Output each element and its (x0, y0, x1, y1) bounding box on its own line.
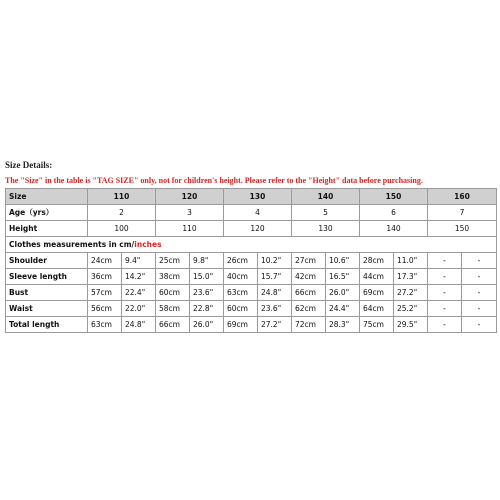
inch-value: 23.6" (190, 285, 224, 301)
inch-value: 25.2" (394, 301, 428, 317)
size-chart-table (5, 188, 497, 333)
table-row (6, 285, 497, 301)
inch-value: - (462, 253, 497, 269)
cm-value: 44cm (360, 269, 394, 285)
cm-value: 58cm (156, 301, 190, 317)
measurement-label: Sleeve length (6, 269, 88, 285)
inch-value: 22.4" (122, 285, 156, 301)
inch-value: 9.4" (122, 253, 156, 269)
cm-value: - (428, 301, 462, 317)
size-value: 160 (428, 189, 497, 205)
inch-value: 10.2" (258, 253, 292, 269)
inch-value: 28.3" (326, 317, 360, 333)
size-label: Size (6, 189, 88, 205)
cm-value: 60cm (224, 301, 258, 317)
inch-value: - (462, 269, 497, 285)
age-row (6, 205, 497, 221)
inch-value: 11.0" (394, 253, 428, 269)
inch-value: 26.0" (190, 317, 224, 333)
inch-value: 22.0" (122, 301, 156, 317)
cm-value: 40cm (224, 269, 258, 285)
measurements-header-suffix: inches (134, 240, 162, 249)
cm-value: 66cm (156, 317, 190, 333)
measurements-header-row (6, 237, 497, 253)
table-row (6, 269, 497, 285)
inch-value: 26.0" (326, 285, 360, 301)
cm-value: 24cm (88, 253, 122, 269)
size-details-section (5, 160, 495, 333)
age-label: Age（yrs） (6, 205, 88, 221)
measurements-header (6, 237, 497, 253)
age-value: 7 (428, 205, 497, 221)
inch-value: 15.0" (190, 269, 224, 285)
inch-value: 24.8" (122, 317, 156, 333)
inch-value: 27.2" (258, 317, 292, 333)
cm-value: 25cm (156, 253, 190, 269)
cm-value: - (428, 253, 462, 269)
size-value: 110 (88, 189, 156, 205)
age-value: 3 (156, 205, 224, 221)
inch-value: 9.8" (190, 253, 224, 269)
measurement-label: Total length (6, 317, 88, 333)
inch-value: 29.5" (394, 317, 428, 333)
size-value: 150 (360, 189, 428, 205)
cm-value: 56cm (88, 301, 122, 317)
measurements-header-prefix: Clothes measurements in cm/ (9, 240, 135, 249)
height-row (6, 221, 497, 237)
cm-value: 38cm (156, 269, 190, 285)
table-row (6, 301, 497, 317)
cm-value: 28cm (360, 253, 394, 269)
cm-value: 36cm (88, 269, 122, 285)
measurement-label: Bust (6, 285, 88, 301)
inch-value: 16.5" (326, 269, 360, 285)
cm-value: 63cm (88, 317, 122, 333)
cm-value: 42cm (292, 269, 326, 285)
cm-value: 60cm (156, 285, 190, 301)
table-row (6, 253, 497, 269)
cm-value: - (428, 317, 462, 333)
inch-value: 17.3" (394, 269, 428, 285)
inch-value: - (462, 301, 497, 317)
height-value: 130 (292, 221, 360, 237)
inch-value: 14.2" (122, 269, 156, 285)
size-row (6, 189, 497, 205)
inch-value: 22.8" (190, 301, 224, 317)
cm-value: 57cm (88, 285, 122, 301)
inch-value: - (462, 317, 497, 333)
inch-value: 24.4" (326, 301, 360, 317)
inch-value: - (462, 285, 497, 301)
cm-value: 26cm (224, 253, 258, 269)
table-row (6, 317, 497, 333)
inch-value: 10.6" (326, 253, 360, 269)
size-value: 130 (224, 189, 292, 205)
cm-value: 69cm (224, 317, 258, 333)
size-chart-body (6, 189, 497, 333)
height-value: 140 (360, 221, 428, 237)
size-value: 120 (156, 189, 224, 205)
size-value: 140 (292, 189, 360, 205)
cm-value: 27cm (292, 253, 326, 269)
cm-value: 62cm (292, 301, 326, 317)
inch-value: 15.7" (258, 269, 292, 285)
measurement-label: Waist (6, 301, 88, 317)
age-value: 4 (224, 205, 292, 221)
cm-value: 69cm (360, 285, 394, 301)
height-value: 100 (88, 221, 156, 237)
cm-value: - (428, 269, 462, 285)
inch-value: 27.2" (394, 285, 428, 301)
cm-value: 64cm (360, 301, 394, 317)
cm-value: 75cm (360, 317, 394, 333)
cm-value: 72cm (292, 317, 326, 333)
inch-value: 24.8" (258, 285, 292, 301)
height-value: 150 (428, 221, 497, 237)
section-heading: Size Details: (5, 160, 53, 170)
age-value: 6 (360, 205, 428, 221)
height-value: 110 (156, 221, 224, 237)
age-value: 5 (292, 205, 360, 221)
cm-value: 66cm (292, 285, 326, 301)
measurement-label: Shoulder (6, 253, 88, 269)
inch-value: 23.6" (258, 301, 292, 317)
size-note: The "Size" in the table is "TAG SIZE" only, not for children's height. Please refer to the "Height" data before purchasing. (5, 176, 423, 185)
height-value: 120 (224, 221, 292, 237)
age-value: 2 (88, 205, 156, 221)
cm-value: - (428, 285, 462, 301)
height-label: Height (6, 221, 88, 237)
cm-value: 63cm (224, 285, 258, 301)
